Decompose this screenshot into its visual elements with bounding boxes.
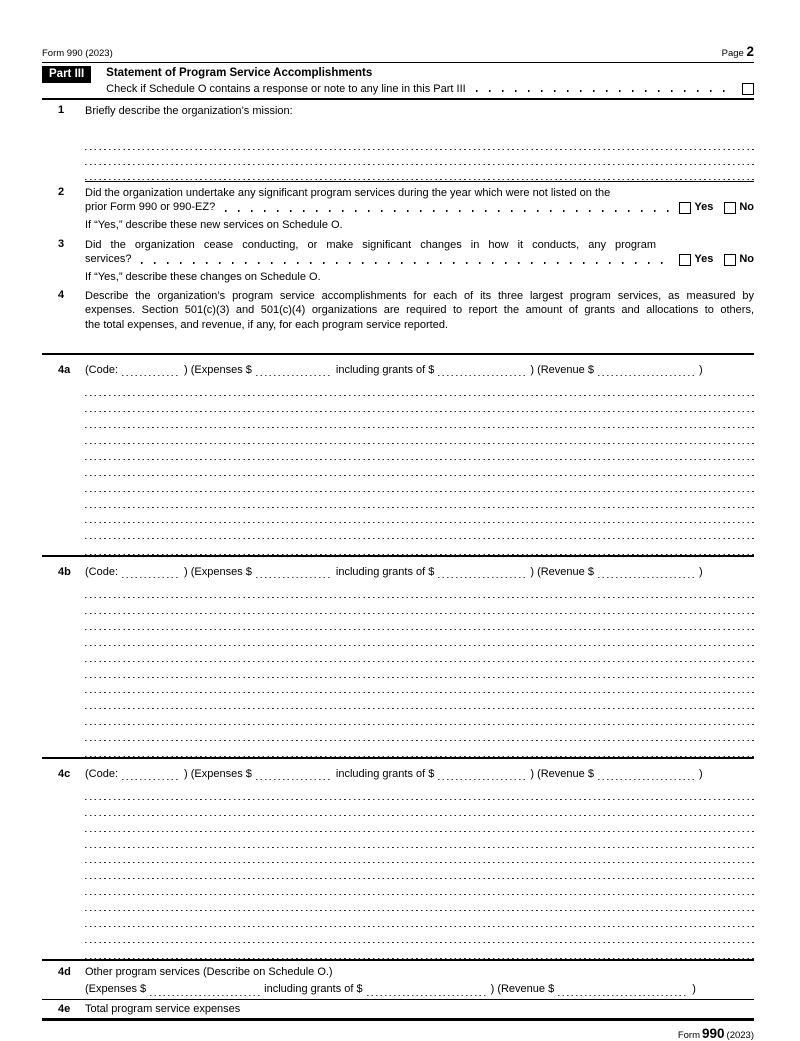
page-number: Page 2: [721, 44, 754, 59]
dot-leader: [476, 90, 734, 92]
schedule-o-check-row: [106, 83, 754, 96]
line-4-text: expenses. Section 501(c)(3) and 501(c)(4) organizations are required to report the amount of grants and allocations to others,: [85, 304, 754, 317]
page-header: [42, 44, 754, 63]
grants-label: including grants of $: [335, 364, 435, 377]
4c-code-input[interactable]: [122, 769, 180, 780]
4b-write-line[interactable]: [85, 582, 754, 598]
mission-write-line[interactable]: [85, 165, 754, 180]
line-3-text: Did the organization cease conducting, or make significant changes in how it conducts, any program: [85, 238, 656, 251]
schedule-o-check-text: Check if Schedule O contains a response or note to any line in this Part III: [106, 83, 466, 95]
expenses-label: ) (Expenses $: [184, 566, 252, 579]
4c-write-line[interactable]: [85, 863, 754, 879]
expenses-label: ) (Expenses $: [184, 767, 252, 780]
line-3-no-label: No: [739, 253, 754, 266]
4c-write-line[interactable]: [85, 800, 754, 816]
mission-write-line[interactable]: [85, 150, 754, 165]
line-4b-number: 4b: [58, 566, 71, 579]
line-3: [42, 238, 754, 284]
4c-write-line[interactable]: [85, 784, 754, 800]
4a-write-line[interactable]: [85, 523, 754, 539]
4a-write-line[interactable]: [85, 492, 754, 508]
service-block-4c: [42, 759, 754, 961]
close-paren: ): [692, 982, 696, 995]
4c-write-line[interactable]: [85, 816, 754, 832]
page-footer: [42, 1026, 754, 1041]
4b-write-line[interactable]: [85, 646, 754, 662]
service-block-4a: [42, 355, 754, 557]
form-id-label: Form 990 (2023): [42, 48, 113, 59]
4b-code-input[interactable]: [122, 567, 180, 578]
4c-write-line[interactable]: [85, 943, 754, 959]
4a-write-line[interactable]: [85, 428, 754, 444]
footer-form-number: 990: [702, 1026, 725, 1041]
line-4-number: 4: [58, 288, 65, 301]
line-4-text: the total expenses, and revenue, if any, for each program service reported.: [85, 318, 448, 331]
revenue-label: ) (Revenue $: [490, 982, 555, 995]
4a-write-line[interactable]: [85, 476, 754, 492]
revenue-label: ) (Revenue $: [530, 566, 594, 579]
line-2-number: 2: [58, 185, 65, 198]
code-label: (Code:: [85, 364, 119, 377]
4b-expenses-input[interactable]: [256, 567, 332, 578]
4b-write-line[interactable]: [85, 725, 754, 741]
close-paren: ): [698, 364, 703, 377]
4c-revenue-input[interactable]: [598, 769, 695, 780]
4c-write-line[interactable]: [85, 848, 754, 864]
grants-label: including grants of $: [264, 982, 363, 995]
4a-code-input[interactable]: [122, 365, 180, 376]
code-label: (Code:: [85, 767, 119, 780]
part-iii-header: [42, 63, 754, 100]
line-4d-text: Other program services (Describe on Schedule O.): [85, 965, 333, 978]
line-2-yes-checkbox[interactable]: [679, 202, 691, 214]
4b-write-line[interactable]: [85, 693, 754, 709]
4b-write-line[interactable]: [85, 709, 754, 725]
4b-write-line[interactable]: [85, 598, 754, 614]
line-1: [42, 104, 754, 119]
line-3-yes-label: Yes: [694, 253, 714, 266]
4a-write-line[interactable]: [85, 380, 754, 396]
line-4c-number: 4c: [58, 767, 71, 780]
4a-revenue-input[interactable]: [598, 365, 695, 376]
close-paren: ): [698, 767, 703, 780]
4b-revenue-input[interactable]: [598, 567, 695, 578]
expenses-label: (Expenses $: [85, 982, 147, 995]
line-4a-number: 4a: [58, 364, 71, 377]
line-2-yes-label: Yes: [694, 201, 714, 214]
4a-expenses-input[interactable]: [256, 365, 332, 376]
close-paren: ): [698, 566, 703, 579]
4b-write-line[interactable]: [85, 741, 754, 757]
line-2-no-checkbox[interactable]: [724, 202, 736, 214]
program-service-section: [42, 353, 754, 1021]
code-label: (Code:: [85, 566, 119, 579]
line-4e-number: 4e: [58, 1002, 71, 1015]
4a-write-line[interactable]: [85, 412, 754, 428]
revenue-label: ) (Revenue $: [530, 767, 594, 780]
4a-write-line[interactable]: [85, 539, 754, 555]
4a-write-line[interactable]: [85, 460, 754, 476]
line-4d-number: 4d: [58, 965, 71, 978]
4b-grants-input[interactable]: [438, 567, 526, 578]
line-4e-text: Total program service expenses: [85, 1002, 241, 1015]
4c-write-line[interactable]: [85, 895, 754, 911]
4b-write-line[interactable]: [85, 678, 754, 694]
4c-write-line[interactable]: [85, 927, 754, 943]
line-2-text: Did the organization undertake any significant program services during the year which were not listed on the: [85, 186, 611, 199]
line-3-no-checkbox[interactable]: [724, 254, 736, 266]
line-2-note: If “Yes,” describe these new services on Schedule O.: [85, 218, 343, 231]
4d-grants-input[interactable]: [367, 985, 487, 996]
grants-label: including grants of $: [335, 767, 435, 780]
4d-expenses-input[interactable]: [150, 985, 260, 996]
line-4e: [42, 1000, 754, 1022]
revenue-label: ) (Revenue $: [530, 364, 594, 377]
dot-leader: [141, 262, 669, 264]
line-4d: [42, 965, 754, 1000]
4b-write-line[interactable]: [85, 662, 754, 678]
4c-expenses-input[interactable]: [256, 769, 332, 780]
line-3-note: If “Yes,” describe these changes on Schedule O.: [85, 270, 321, 283]
line-2-no-label: No: [739, 201, 754, 214]
4b-write-line[interactable]: [85, 614, 754, 630]
schedule-o-checkbox[interactable]: [742, 83, 754, 95]
grants-label: including grants of $: [335, 566, 435, 579]
line-1-number: 1: [58, 104, 65, 116]
service-block-4b: [42, 557, 754, 759]
line-2: [42, 186, 754, 232]
4a-write-line[interactable]: [85, 396, 754, 412]
4c-write-line[interactable]: [85, 911, 754, 927]
part-iii-title: Statement of Program Service Accomplishments: [106, 67, 373, 79]
4b-write-line[interactable]: [85, 630, 754, 646]
line-3-yes-checkbox[interactable]: [679, 254, 691, 266]
footer-form-word: Form: [677, 1030, 700, 1041]
4c-write-line[interactable]: [85, 879, 754, 895]
footer-year: (2023): [726, 1030, 754, 1041]
4d-revenue-input[interactable]: [558, 985, 688, 996]
expenses-label: ) (Expenses $: [184, 364, 252, 377]
line-3-number: 3: [58, 237, 65, 250]
mission-write-area: [85, 125, 754, 182]
line-4-text: Describe the organization’s program service accomplishments for each of its three largest program services, as measured by: [85, 289, 754, 302]
part-iii-label: Part III: [42, 66, 91, 83]
line-3-text-continued: services?: [85, 253, 132, 266]
4c-write-line[interactable]: [85, 832, 754, 848]
line-4: [42, 289, 754, 333]
4a-write-line[interactable]: [85, 508, 754, 524]
line-2-text-continued: prior Form 990 or 990-EZ?: [85, 201, 216, 214]
dot-leader: [225, 210, 669, 212]
mission-write-line[interactable]: [85, 136, 754, 151]
4a-grants-input[interactable]: [438, 365, 526, 376]
line-1-text: Briefly describe the organization’s mission:: [85, 105, 293, 117]
4c-grants-input[interactable]: [438, 769, 526, 780]
4a-write-line[interactable]: [85, 444, 754, 460]
